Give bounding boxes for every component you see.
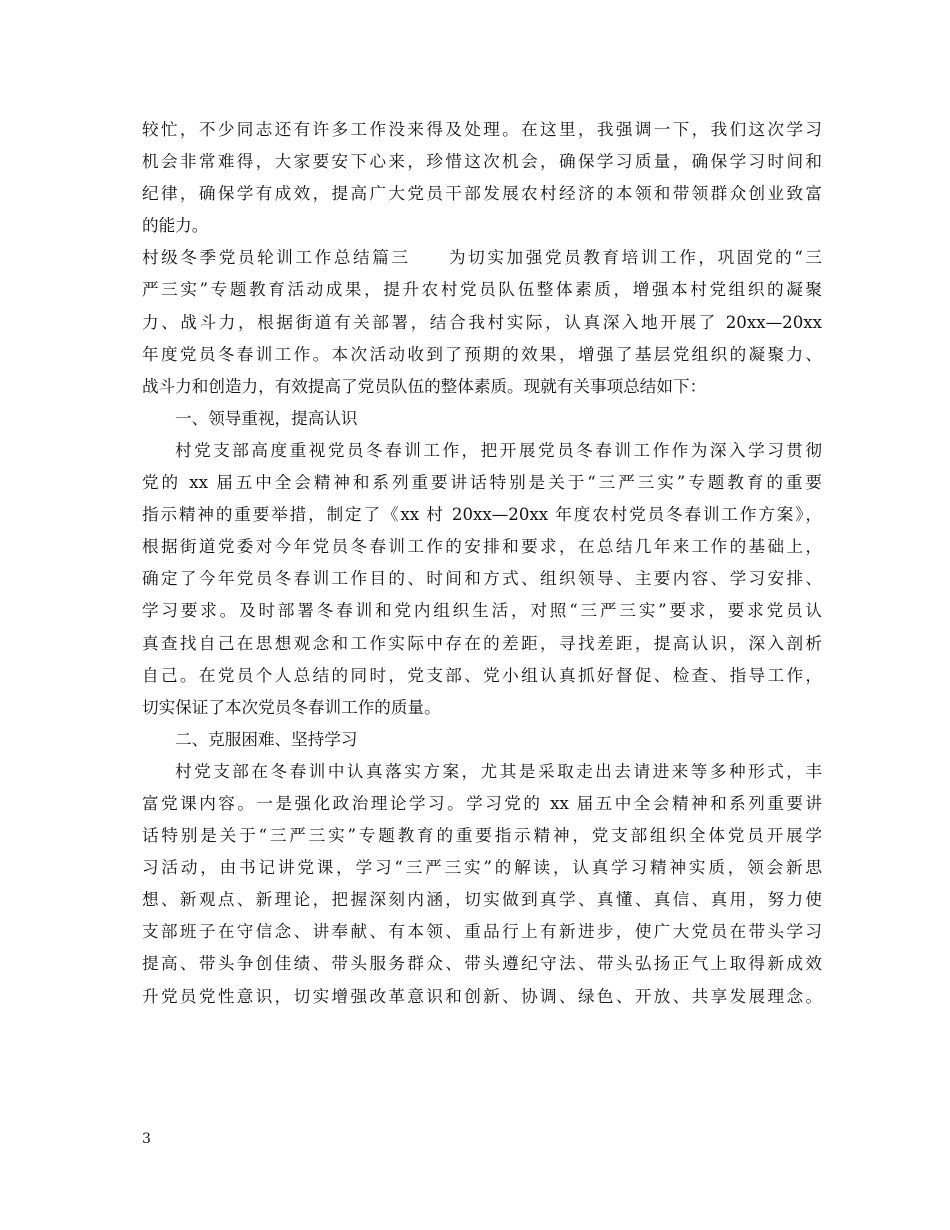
text-line: 严三实”专题教育活动成果，提升农村党员队伍整体素质，增强本村党组织的凝聚	[142, 280, 822, 300]
text-line: 年度党员冬春训工作。本次活动收到了预期的效果，增强了基层党组织的凝聚力、	[142, 344, 822, 364]
text-line: 党的 xx 届五中全会精神和系列重要讲话特别是关于“三严三实”专题教育的重要	[142, 473, 822, 493]
text-line: 机会非常难得，大家要安下心来，珍惜这次机会，确保学习质量，确保学习时间和	[142, 152, 822, 172]
text-line: 二、克服困难、坚持学习	[175, 729, 358, 749]
text-line: 提高、带头争创佳绩、带头服务群众、带头遵纪守法、带头弘扬正气上取得新成效	[142, 954, 822, 974]
text-line: 真查找自己在思想观念和工作实际中存在的差距，寻找差距，提高认识，深入剖析	[142, 633, 822, 653]
text-line: 根据街道党委对今年党员冬春训工作的安排和要求，在总结几年来工作的基础上，	[142, 537, 822, 557]
text-line: 切实保证了本次党员冬春训工作的质量。	[142, 697, 441, 717]
text-line: 村级冬季党员轮训工作总结篇三 为切实加强党员教育培训工作，巩固党的“三	[142, 248, 822, 268]
text-line: 战斗力和创造力，有效提高了党员队伍的整体素质。现就有关事项总结如下：	[142, 376, 707, 396]
text-line: 话特别是关于“三严三实”专题教育的重要指示精神，党支部组织全体党员开展学	[142, 826, 822, 846]
text-line: 较忙，不少同志还有许多工作没来得及处理。在这里，我强调一下，我们这次学习	[142, 120, 822, 139]
text-line: 纪律，确保学有成效，提高广大党员干部发展农村经济的本领和带领群众创业致富	[142, 184, 822, 204]
text-line: 的能力。	[142, 216, 209, 236]
page-number: 3	[142, 1131, 151, 1147]
text-line: 村党支部在冬春训中认真落实方案，尤其是采取走出去请进来等多种形式，丰	[175, 761, 822, 781]
text-line: 自己。在党员个人总结的同时，党支部、党小组认真抓好督促、检查、指导工作，	[142, 665, 822, 685]
text-line: 习活动，由书记讲党课，学习“三严三实”的解读，认真学习精神实质，领会新思	[142, 858, 822, 878]
text-line: 力、战斗力，根据街道有关部署，结合我村实际，认真深入地开展了 20xx—20xx	[142, 312, 822, 332]
text-line: 升党员党性意识，切实增强改革意识和创新、协调、绿色、开放、共享发展理念。	[142, 986, 822, 1006]
text-line: 富党课内容。一是强化政治理论学习。学习党的 xx 届五中全会精神和系列重要讲	[142, 793, 822, 813]
text-line: 一、领导重视，提高认识	[175, 408, 358, 428]
text-line: 想、新观点、新理论，把握深刻内涵，切实做到真学、真懂、真信、真用，努力使	[142, 890, 822, 910]
text-line: 学习要求。及时部署冬春训和党内组织生活，对照“三严三实”要求，要求党员认	[142, 601, 822, 621]
text-line: 指示精神的重要举措，制定了《xx 村 20xx—20xx 年度农村党员冬春训工作方案》，	[142, 505, 822, 525]
text-line: 村党支部高度重视党员冬春训工作，把开展党员冬春训工作作为深入学习贯彻	[175, 440, 822, 460]
body-text	[142, 114, 822, 1013]
text-line: 确定了今年党员冬春训工作目的、时间和方式、组织领导、主要内容、学习安排、	[142, 569, 822, 589]
text-line: 支部班子在守信念、讲奉献、有本领、重品行上有新进步，使广大党员在带头学习	[142, 922, 822, 942]
